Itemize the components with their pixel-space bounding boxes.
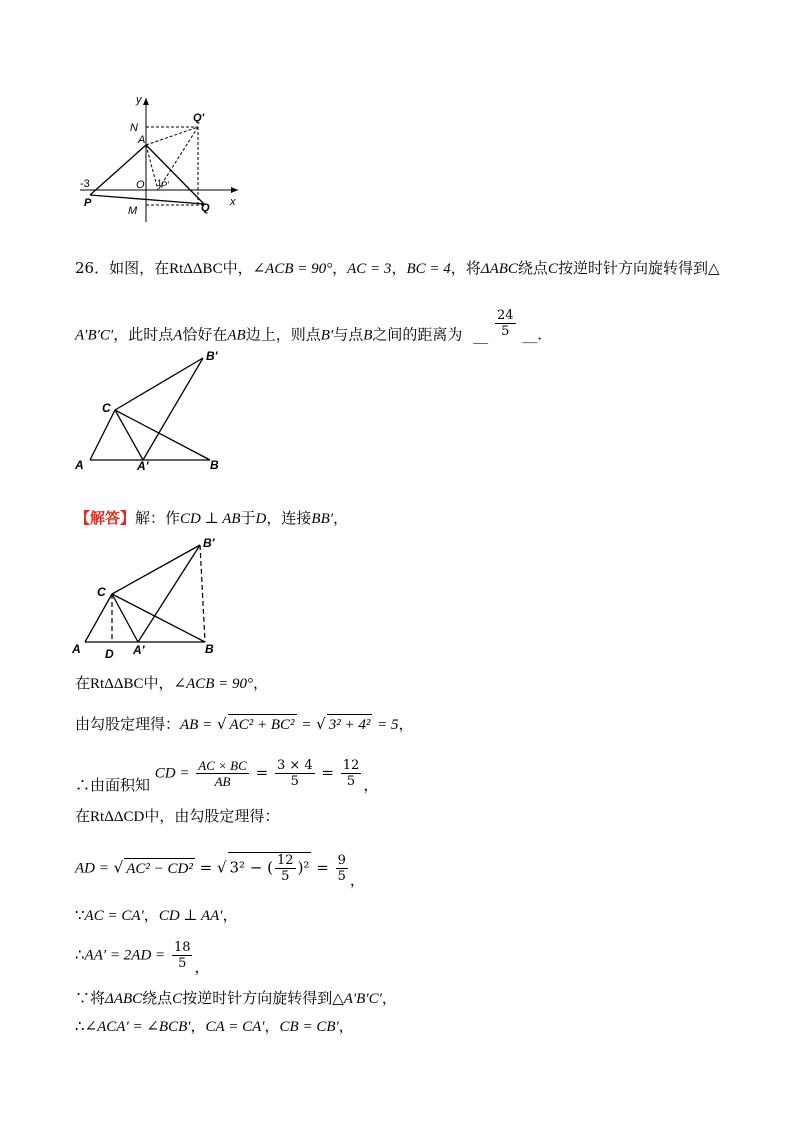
answer-blank-left: __ <box>473 325 489 344</box>
solution-line-1: 【解答】解：作CD ⊥ AB于D，连接BB′， <box>75 509 349 527</box>
answer-blank-right: __. <box>522 325 543 344</box>
fig1-p-prime-label: P' <box>161 180 169 190</box>
fig1-one-label: 1 <box>157 178 163 188</box>
fig1-p-label: P <box>84 197 92 209</box>
question-figure <box>70 345 240 475</box>
fig2-c-label: C <box>102 401 111 415</box>
fig2-b-label: B <box>210 458 219 472</box>
solution-line-4: ∴由面积知 CD = $\frac{AC \times BC}{AB}$ = $\frac{3 \times 4}{5}$ = $\frac{12}{5}$ ， <box>75 758 379 794</box>
fig1-m-label: M <box>128 205 138 217</box>
solution-line-10: ∴∠ACA′ = ∠BCB′，CA = CA′，CB = CB′， <box>75 1017 354 1035</box>
coordinate-figure <box>75 90 250 230</box>
solution-line-5: 在RtΔΔCD中，由勾股定理得： <box>75 807 280 825</box>
solution-line-3: 由勾股定理得：AB = √ AC² + BC² = √ 3² + 4² = 5， <box>75 715 414 733</box>
fig1-q-prime-label: Q' <box>193 112 205 124</box>
fig1-y-label: y <box>136 94 142 106</box>
fig2-a-label: A <box>75 458 84 472</box>
fig3-a-label: A <box>72 642 81 656</box>
solution-line-8: ∴AA′ = 2AD = $\frac{18}{5}$ ， <box>75 940 210 976</box>
fig1-neg3-label: -3 <box>80 178 90 190</box>
solution-line-2: 在RtΔΔBC中，∠ACB = 90°， <box>75 674 269 692</box>
solution-tag: 【解答】 <box>75 509 136 527</box>
solution-line-6: AD = √ AC² − CD² = √ 3² − ( $\frac{12}{5}$ )² = $\frac{9}{5}$ ， <box>75 853 365 889</box>
fig3-d-label: D <box>105 647 114 660</box>
fig3-b-prime-label: B' <box>203 536 215 550</box>
fig3-a-prime-label: A' <box>133 643 145 657</box>
answer-fraction: $\frac{24}{5}$ <box>496 308 514 339</box>
fig3-c-label: C <box>97 585 106 599</box>
solution-figure <box>70 530 240 660</box>
question-26-line-2: A′B′C′，此时点A恰好在AB边上，则点B′与点B之间的距离为 __ $\frac{24}{5}$ __. <box>75 308 543 344</box>
question-26-line-1: 26．如图，在RtΔΔBC中，∠ACB = 90°，AC = 3，BC = 4，将ΔABC绕点C按逆时针方向旋转得到△ <box>75 259 720 277</box>
fig1-x-label: x <box>230 196 236 208</box>
solution-line-9: ∵将ΔABC绕点C按逆时针方向旋转得到△A′B′C′， <box>75 989 397 1007</box>
fig1-q-label: Q <box>201 202 210 214</box>
fig1-o-label: O <box>136 179 145 191</box>
solution-line-7: ∵AC = CA′，CD ⊥ AA′， <box>75 906 238 924</box>
fig1-n-label: N <box>130 122 138 134</box>
fig1-a-label: A <box>138 134 146 146</box>
fig2-b-prime-label: B' <box>206 349 218 363</box>
fig3-b-label: B <box>205 642 214 656</box>
fig2-a-prime-label: A' <box>137 459 149 473</box>
